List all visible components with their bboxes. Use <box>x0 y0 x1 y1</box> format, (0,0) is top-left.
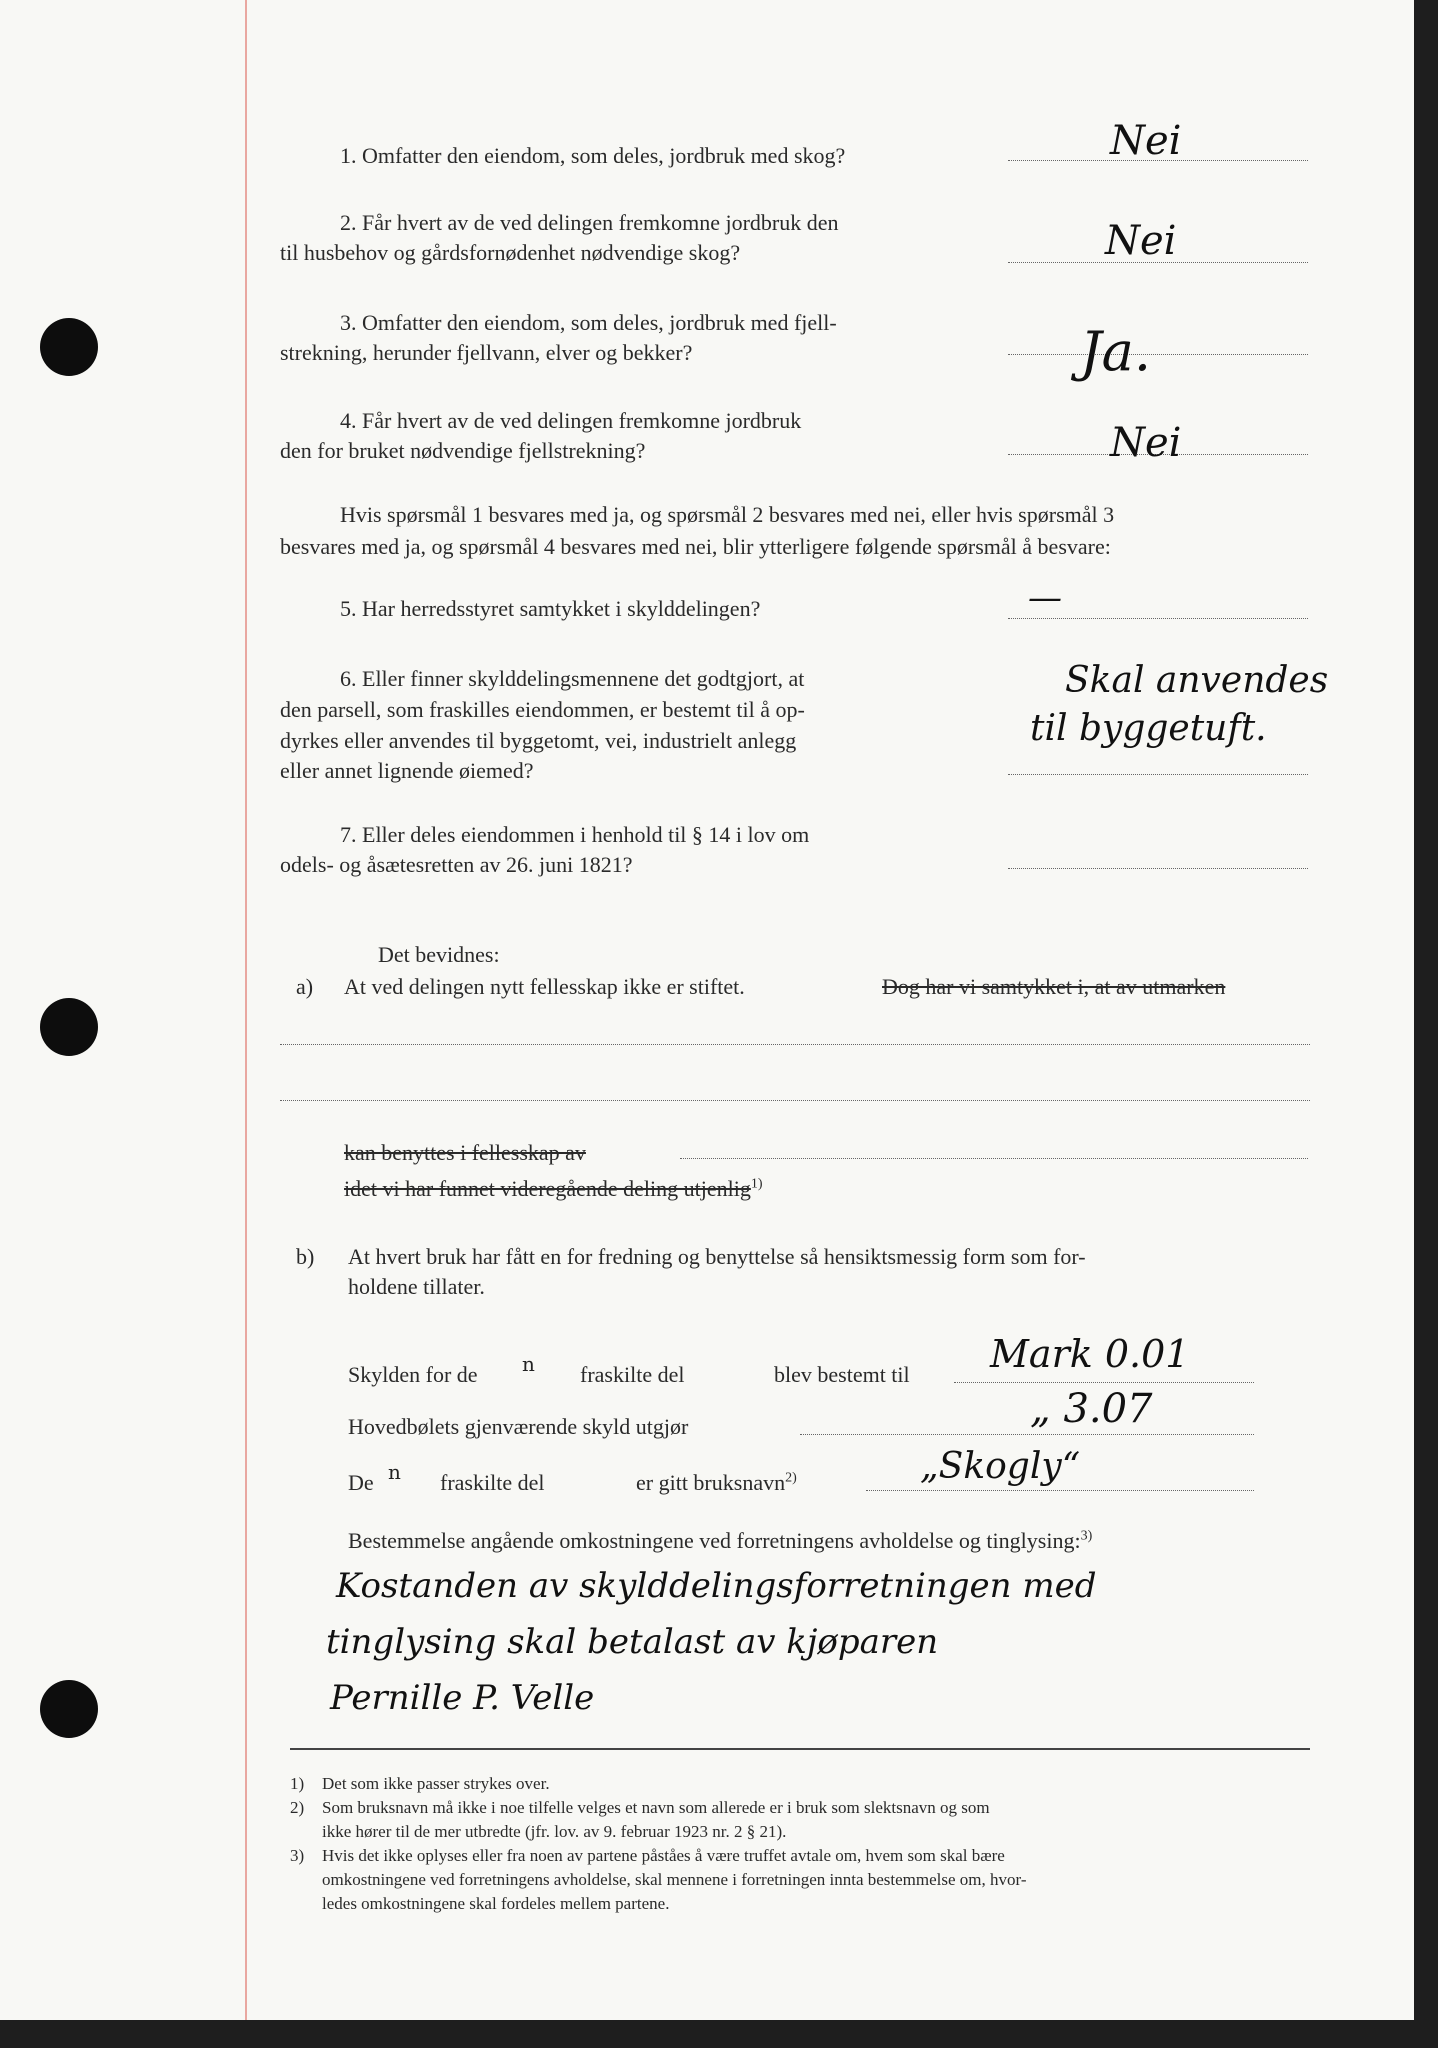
skyld-row1-a: Skylden for de <box>348 1362 478 1387</box>
blank-line <box>280 1100 1310 1101</box>
question-5: 5. Har herredsstyret samtykket i skylddelingen? <box>340 596 761 621</box>
question-4-line1: 4. Får hvert av de ved delingen fremkomne jordbruk <box>340 408 802 433</box>
question-6-line2: den parsell, som fraskilles eiendommen, er bestemt til å op- <box>280 697 805 722</box>
punch-hole <box>40 998 98 1056</box>
answer-line <box>1008 618 1308 619</box>
skyld-row1-c: blev bestemt til <box>774 1362 910 1387</box>
punch-hole <box>40 318 98 376</box>
punch-hole <box>40 1680 98 1738</box>
footnote-rule <box>290 1748 1310 1750</box>
answer-q4: Nei <box>1110 420 1182 466</box>
answer-q6-line2: til byggetuft. <box>1030 708 1267 749</box>
skyld-row2-label: Hovedbølets gjenværende skyld utgjør <box>348 1414 689 1439</box>
skyld-row3-a: De <box>348 1470 374 1495</box>
answer-line <box>1008 774 1308 775</box>
footnote-3-line2: omkostningene ved forretningens avholdelse, skal mennene i forretningen innta bestemmelse om, hvor- <box>322 1870 1027 1889</box>
costs-handwriting-line1: Kostanden av skylddelingsforretningen med <box>336 1566 1097 1606</box>
answer-line <box>1008 354 1308 355</box>
footnote-1: Det som ikke passer strykes over. <box>322 1774 550 1793</box>
answer-line <box>1008 868 1308 869</box>
footnote-2-mark: 2) <box>290 1798 305 1817</box>
struck-line-2: kan benyttes i fellesskap av <box>344 1140 586 1165</box>
costs-label-text: Bestemmelse angående omkostningene ved forretningens avholdelse og tinglysing: <box>348 1528 1081 1553</box>
struck-line-3-text: idet vi har funnet videregående deling utjenlig <box>344 1176 751 1201</box>
skyld-row3-b: fraskilte del <box>440 1470 545 1495</box>
question-7-line2: odels- og åsætesretten av 26. juni 1821? <box>280 852 633 877</box>
answer-q5: — <box>1028 578 1062 618</box>
question-3-line2: strekning, herunder fjellvann, elver og bekker? <box>280 340 693 365</box>
question-6-line4: eller annet lignende øiemed? <box>280 758 534 783</box>
struck-line-3 <box>344 1176 763 1202</box>
margin-line <box>245 0 247 2020</box>
costs-handwriting-line2: tinglysing skal betalast av kjøparen <box>326 1622 939 1662</box>
footnote-3-line3: ledes omkostningene skal fordeles mellem partene. <box>322 1894 670 1913</box>
costs-label <box>348 1528 1092 1554</box>
item-b-label: b) <box>296 1244 315 1269</box>
answer-line <box>954 1382 1254 1383</box>
footnote-1-mark: 1) <box>290 1774 305 1793</box>
footnote-3-mark: 3) <box>290 1846 305 1865</box>
footnote-3-line1: Hvis det ikke oplyses eller fra noen av partene påståes å være truffet avtale om, hvem som skal bære <box>322 1846 1005 1865</box>
question-3-line1: 3. Omfatter den eiendom, som deles, jordbruk med fjell- <box>340 310 837 335</box>
skyld-row2-answer: „ 3.07 <box>1030 1386 1153 1432</box>
answer-line <box>866 1490 1254 1491</box>
skyld-row3-c-text: er gitt bruksnavn <box>636 1470 786 1495</box>
tilde-mark: n <box>388 1460 401 1484</box>
costs-handwriting-line3: Pernille P. Velle <box>330 1678 595 1718</box>
condition-line1: Hvis spørsmål 1 besvares med ja, og spørsmål 2 besvares med nei, eller hvis spørsmål 3 <box>340 502 1115 527</box>
item-a-struck-text: Dog har vi samtykket i, at av utmarken <box>882 974 1226 999</box>
question-6-line3: dyrkes eller anvendes til byggetomt, vei, industrielt anlegg <box>280 728 797 753</box>
question-6-line1: 6. Eller finner skylddelingsmennene det godtgjort, at <box>340 666 805 691</box>
question-2-line1: 2. Får hvert av de ved delingen fremkomne jordbruk den <box>340 210 839 235</box>
footnote-ref: 3) <box>1080 1528 1093 1544</box>
question-1: 1. Omfatter den eiendom, som deles, jordbruk med skog? <box>340 143 846 168</box>
condition-line2: besvares med ja, og spørsmål 4 besvares med nei, blir ytterligere følgende spørsmål å besvare: <box>280 534 1111 559</box>
skyld-row3-c <box>636 1470 797 1496</box>
skyld-row1-b: fraskilte del <box>580 1362 685 1387</box>
answer-q1: Nei <box>1110 118 1182 164</box>
question-7-line1: 7. Eller deles eiendommen i henhold til § 14 i lov om <box>340 822 810 847</box>
skyld-row1-answer: Mark 0.01 <box>990 1332 1190 1376</box>
item-b-line2: holdene tillater. <box>348 1274 485 1299</box>
item-a-text: At ved delingen nytt fellesskap ikke er stiftet. <box>344 974 745 999</box>
answer-line <box>800 1434 1254 1435</box>
question-2-line2: til husbehov og gårdsfornødenhet nødvendige skog? <box>280 240 741 265</box>
footnote-ref: 2) <box>785 1470 797 1486</box>
question-4-line2: den for bruket nødvendige fjellstrekning? <box>280 438 646 463</box>
blank-line <box>280 1044 1310 1045</box>
item-a-label: a) <box>296 974 314 999</box>
item-b-line1: At hvert bruk har fått en for fredning og benyttelse så hensiktsmessig form som for- <box>348 1244 1086 1269</box>
skyld-row3-answer: „Skogly“ <box>920 1446 1081 1487</box>
tilde-mark: n <box>522 1352 535 1376</box>
footnote-2-line2: ikke hører til de mer utbredte (jfr. lov. av 9. februar 1923 nr. 2 § 21). <box>322 1822 787 1841</box>
answer-q2: Nei <box>1105 218 1177 264</box>
answer-q3: Ja. <box>1080 320 1152 383</box>
blank-line <box>680 1158 1308 1159</box>
answer-q6-line1: Skal anvendes <box>1065 660 1329 701</box>
certify-intro: Det bevidnes: <box>378 942 500 967</box>
footnote-2-line1: Som bruksnavn må ikke i noe tilfelle velges et navn som allerede er i bruk som slektsnavn og som <box>322 1798 990 1817</box>
footnote-ref: 1) <box>750 1176 763 1192</box>
